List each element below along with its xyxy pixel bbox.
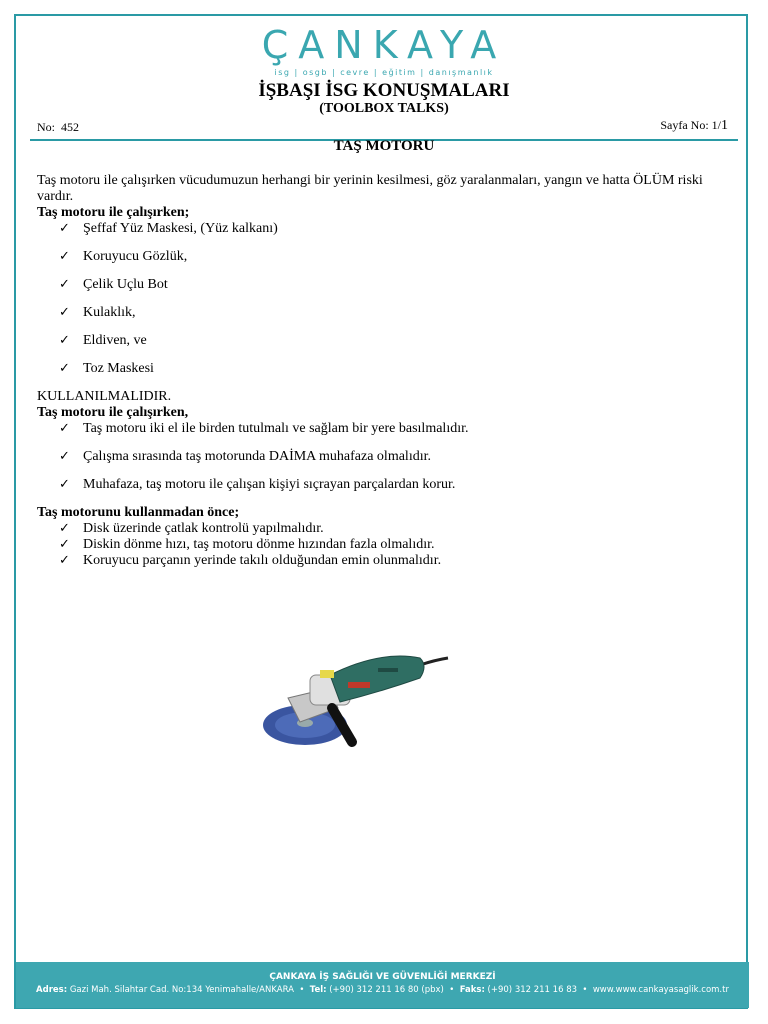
company-logo <box>0 24 768 77</box>
address-label: Adres: <box>36 985 68 995</box>
list-item: ✓ Şeffaf Yüz Maskesi, (Yüz kalkanı) <box>59 221 278 236</box>
checkmark-icon: ✓ <box>59 521 70 536</box>
logo-tagline: isg | osgb | cevre | eğitim | danışmanlık <box>274 68 494 77</box>
checkmark-icon: ✓ <box>59 277 70 292</box>
document-number <box>37 120 79 135</box>
section1-title: Taş motoru ile çalışırken; <box>37 205 190 220</box>
list-item: ✓ Taş motoru iki el ile birden tutulmalı ve sağlam bir yere basılmalıdır. <box>59 421 469 436</box>
checkmark-icon: ✓ <box>59 249 70 264</box>
checkmark-icon: ✓ <box>59 421 70 436</box>
section2-title: Taş motoru ile çalışırken, <box>37 405 189 420</box>
list-item: ✓ Çelik Uçlu Bot <box>59 277 168 292</box>
document-title: İŞBAŞI İSG KONUŞMALARI <box>258 80 510 101</box>
checkmark-icon: ✓ <box>59 537 70 552</box>
checkmark-icon: ✓ <box>59 305 70 320</box>
page-label: Sayfa No: 1/ <box>660 118 721 132</box>
footer-org: ÇANKAYA İŞ SAĞLIĞI VE GÜVENLİĞİ MERKEZİ <box>269 972 496 982</box>
section3-title: Taş motorunu kullanmadan önce; <box>37 505 240 520</box>
list-item: ✓ Çalışma sırasında taş motorunda DAİMA muhafaza olmalıdır. <box>59 449 431 464</box>
checkmark-icon: ✓ <box>59 553 70 568</box>
precheck-list <box>37 521 737 569</box>
intro-paragraph: Taş motoru ile çalışırken vücudumuzun herhangi bir yerinin kesilmesi, göz yaralanmaları, yangın ve hatta ÖLÜM riski vardır. <box>37 173 703 204</box>
list-item: ✓ Disk üzerinde çatlak kontrolü yapılmalıdır. <box>59 521 324 536</box>
angle-grinder-image <box>260 630 450 765</box>
usage-list <box>37 421 737 493</box>
tel-label: Tel: <box>309 985 327 995</box>
list-item: ✓ Toz Maskesi <box>59 361 154 376</box>
list-item: ✓ Koruyucu parçanın yerinde takılı olduğundan emin olunmalıdır. <box>59 553 442 568</box>
checkmark-icon: ✓ <box>59 361 70 376</box>
footer-contact: Adres: Gazi Mah. Silahtar Cad. No:134 Yenimahalle/ANKARA • Tel: (+90) 312 211 16 80 (pbx) • Faks: (+90) 312 211 16 83 • www.www.cankayasaglik.com.tr <box>36 985 729 995</box>
checkmark-icon: ✓ <box>59 333 70 348</box>
document-subtitle: (TOOLBOX TALKS) <box>319 101 449 116</box>
doc-no-value: 452 <box>61 120 79 134</box>
page-total: 1 <box>721 118 728 133</box>
list-item: ✓ Koruyucu Gözlük, <box>59 249 188 264</box>
ppe-list <box>37 221 737 377</box>
checkmark-icon: ✓ <box>59 449 70 464</box>
doc-no-label: No: <box>37 120 55 134</box>
website-link[interactable]: www.www.cankayasaglik.com.tr <box>592 985 729 995</box>
checkmark-icon: ✓ <box>59 477 70 492</box>
document-body <box>37 173 737 569</box>
list-item: ✓ Muhafaza, taş motoru ile çalışan kişiyi sıçrayan parçalardan korur. <box>59 477 456 492</box>
address-value: Gazi Mah. Silahtar Cad. No:134 Yenimahalle/ANKARA <box>69 985 294 995</box>
list-item: ✓ Diskin dönme hızı, taş motoru dönme hızından fazla olmalıdır. <box>59 537 435 552</box>
list-item: ✓ Eldiven, ve <box>59 333 147 348</box>
section1-closing: KULLANILMALIDIR. <box>37 389 172 404</box>
fax-value: (+90) 312 211 16 83 <box>487 985 578 995</box>
topic-heading: TAŞ MOTORU <box>333 138 435 154</box>
fax-label: Faks: <box>459 985 485 995</box>
page-footer <box>16 962 749 1008</box>
list-item: ✓ Kulaklık, <box>59 305 136 320</box>
logo-wordmark: ÇANKAYA <box>261 23 507 67</box>
page-number <box>660 118 728 134</box>
tel-value: (+90) 312 211 16 80 (pbx) <box>329 985 444 995</box>
checkmark-icon: ✓ <box>59 221 70 236</box>
